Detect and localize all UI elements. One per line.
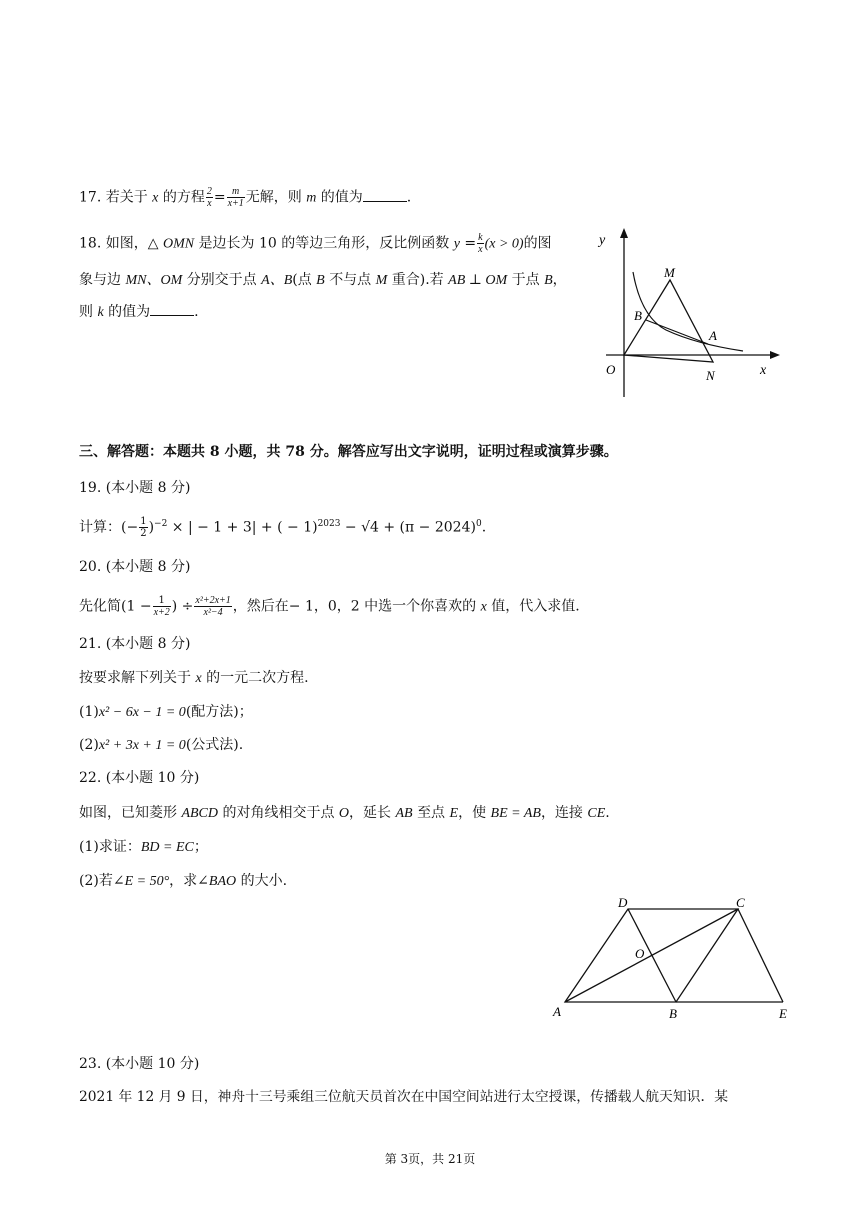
label-a: A bbox=[709, 328, 717, 343]
question-17: 17. 若关于 x 的方程 $\frac{2}{x}$ = $\frac{m}{x+1}$ 无解，则 m 的值为 . bbox=[79, 186, 412, 209]
fraction: $\frac{2}{x}$ bbox=[206, 186, 212, 209]
question-21-part-1: (1)x² − 6x − 1 = 0(配方法)； bbox=[79, 704, 253, 720]
question-20-body: 先化简(1 − $\frac{1}{x+2}$ ) ÷ $\frac{\text{x²+2x+1}}{\text{x²−4}}$ ，然后在− 1，0，2 中选一个你喜欢的 x 值，代入求值. bbox=[79, 595, 580, 618]
segment-ab bbox=[646, 320, 708, 344]
fraction: $\frac{\text{x²+2x+1}}{\text{x²−4}}$ bbox=[195, 595, 231, 618]
fraction: $\frac{m}{x+1}$ bbox=[227, 186, 244, 209]
question-21-part-2: (2)x² + 3x + 1 = 0(公式法). bbox=[79, 737, 244, 753]
label-c: C bbox=[736, 895, 745, 910]
answer-blank bbox=[150, 303, 194, 316]
question-18-line-2: 象与边 MN、OM 分别交于点 A、B(点 B 不与点 M 重合).若 AB ⊥ OM 于点 B， bbox=[79, 272, 567, 288]
question-22-intro: 如图，已知菱形 ABCD 的对角线相交于点 O，延长 AB 至点 E，使 BE = AB，连接 CE. bbox=[79, 805, 610, 821]
answer-blank bbox=[363, 189, 407, 202]
x-arrow bbox=[770, 351, 780, 359]
fraction: $\frac{k}{x}$ bbox=[478, 232, 483, 255]
y-arrow bbox=[620, 228, 628, 238]
fraction: $\frac{1}{x+2}$ bbox=[153, 595, 170, 618]
figure-triangle-omn bbox=[596, 222, 796, 400]
label-m: M bbox=[664, 265, 675, 280]
label-b: B bbox=[634, 308, 642, 323]
label-d: D bbox=[618, 895, 628, 910]
question-22-part-2: (2)若∠E = 50°，求∠BAO 的大小. bbox=[79, 873, 288, 889]
question-22-head: 22. (本小题 10 分) bbox=[79, 770, 200, 786]
question-23-head: 23. (本小题 10 分) bbox=[79, 1056, 200, 1072]
label-y: y bbox=[599, 233, 606, 248]
question-21-head: 21. (本小题 8 分) bbox=[79, 636, 191, 652]
label-a: A bbox=[553, 1004, 561, 1019]
label-x: x bbox=[760, 363, 767, 378]
section-3-heading: 三、解答题：本题共 8 小题，共 78 分。解答应写出文字说明，证明过程或演算步骤。 bbox=[79, 444, 618, 460]
question-22-part-1: (1)求证：BD = EC； bbox=[79, 839, 208, 855]
label-o: O bbox=[635, 946, 645, 961]
question-18-line-1: 18. 如图，△ OMN 是边长为 10 的等边三角形，反比例函数 y = $\frac{k}{x}$ (x > 0)的图 bbox=[79, 232, 552, 255]
label-b: B bbox=[669, 1006, 677, 1021]
page-footer: 第 3页，共 21页 bbox=[384, 1152, 476, 1166]
segment-ce bbox=[738, 909, 783, 1002]
hyperbola-curve bbox=[633, 272, 743, 351]
question-19-body: 计算：(− $\frac{1}{2}$ )$^{-2}$ × | − 1 + 3| + ( − $1)^{2023} - √4 + (\pi - 2024)^0$. bbox=[79, 516, 487, 540]
question-18-line-3: 则 k 的值为 . bbox=[79, 304, 199, 320]
question-20-head: 20. (本小题 8 分) bbox=[79, 559, 191, 575]
question-19-head: 19. (本小题 8 分) bbox=[79, 480, 191, 496]
figure-rhombus bbox=[548, 892, 798, 1024]
label-e: E bbox=[779, 1006, 787, 1021]
fraction: $\frac{1}{2}$ bbox=[140, 516, 147, 540]
question-23-body: 2021 年 12 月 9 日，神舟十三号乘组三位航天员首次在中国空间站进行太空授课，传播载人航天知识．某 bbox=[79, 1089, 729, 1105]
question-21-intro: 按要求解下列关于 x 的一元二次方程. bbox=[79, 670, 309, 686]
label-o: O bbox=[606, 362, 616, 377]
label-n: N bbox=[706, 368, 715, 383]
